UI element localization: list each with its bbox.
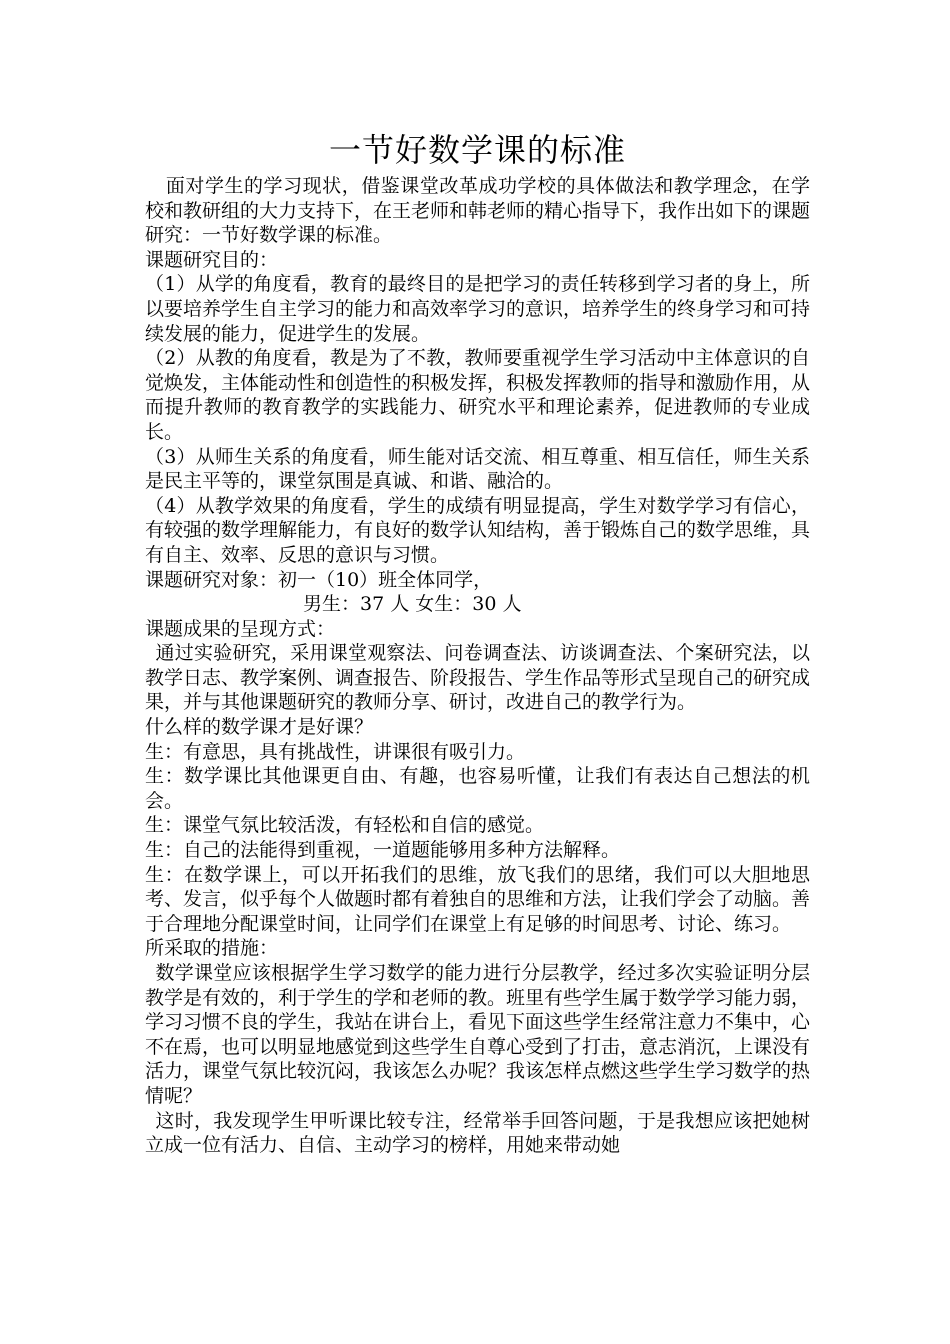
- intro-paragraph: 面对学生的学习现状，借鉴课堂改革成功学校的具体做法和教学理念，在学校和教研组的大力支持下，在王老师和韩老师的精心指导下，我作出如下的课题研究：一节好数学课的标准。: [145, 175, 811, 247]
- student-response: 生：课堂气氛比较活泼，有轻松和自信的感觉。: [145, 814, 545, 837]
- section-heading-purpose: 课题研究目的：: [145, 248, 279, 271]
- student-response: 生：有意思，具有挑战性，讲课很有吸引力。: [145, 740, 526, 763]
- section-heading-good-lesson: 什么样的数学课才是好课？: [145, 716, 374, 739]
- measures-paragraph-1: 数学课堂应该根据学生学习数学的能力进行分层教学，经过多次实验证明分层教学是有效的，利于学生的学和老师的教。班里有些学生属于数学学习能力弱，学习习惯不良的学生，我站在讲台上，看见下面这些学生经常注意力不集中，心不在焉，也可以明显地感觉到这些学生自尊心受到了打击，意志消沉，上课没有活力，课堂气氛比较沉闷，我该怎么办呢？我该怎样点燃这些学生学习数学的热情呢？: [145, 962, 811, 1107]
- results-paragraph: 通过实验研究，采用课堂观察法、问卷调查法、访谈调查法、个案研究法，以教学日志、教学案例、调查报告、阶段报告、学生作品等形式呈现自己的研究成果，并与其他课题研究的教师分享、研讨，改进自己的教学行为。: [145, 642, 811, 714]
- measures-paragraph-2: 这时，我发现学生甲听课比较专注，经常举手回答问题，于是我想应该把她树立成一位有活力、自信、主动学习的榜样，用她来带动她: [145, 1109, 810, 1157]
- document-title: 一节好数学课的标准: [328, 131, 626, 169]
- purpose-item-1: （1）从学的角度看，教育的最终目的是把学习的责任转移到学习者的身上，所以要培养学生自主学习的能力和高效率学习的意识，培养学生的终身学习和可持续发展的能力，促进学生的发展。: [145, 273, 811, 345]
- section-heading-measures: 所采取的措施：: [145, 937, 279, 960]
- student-response: 生：在数学课上，可以开拓我们的思维，放飞我们的思绪，我们可以大胆地思考、发言，似乎每个人做题时都有着独自的思维和方法，让我们学会了动脑。善于合理地分配课堂时间，让同学们在课堂上有足够的时间思考、讨论、练习。: [145, 863, 811, 935]
- document-page: [145, 128, 810, 1158]
- student-response: 生：数学课比其他课更自由、有趣，也容易听懂，让我们有表达自己想法的机会。: [145, 765, 810, 812]
- student-response: 生：自己的法能得到重视，一道题能够用多种方法解释。: [145, 839, 621, 862]
- section-heading-results: 课题成果的呈现方式：: [145, 617, 336, 640]
- purpose-item-4: （4）从教学效果的角度看，学生的成绩有明显提高，学生对数学学习有信心，有较强的数学理解能力，有良好的数学认知结构，善于锻炼自己的数学思维，具有自主、效率、反思的意识与习惯。: [145, 494, 811, 566]
- purpose-item-2: （2）从教的角度看，教是为了不教，教师要重视学生学习活动中主体意识的自觉焕发，主体能动性和创造性的积极发挥，积极发挥教师的指导和激励作用，从而提升教师的教育教学的实践能力、研究水平和理论素养，促进教师的专业成长。: [145, 347, 811, 443]
- research-subject: 课题研究对象：初一（10）班全体同学，: [145, 568, 493, 591]
- student-counts: 男生：37 人 女生：30 人: [303, 593, 522, 616]
- purpose-item-3: （3）从师生关系的角度看，师生能对话交流、相互尊重、相互信任，师生关系是民主平等的，课堂氛围是真诚、和谐、融洽的。: [145, 445, 810, 493]
